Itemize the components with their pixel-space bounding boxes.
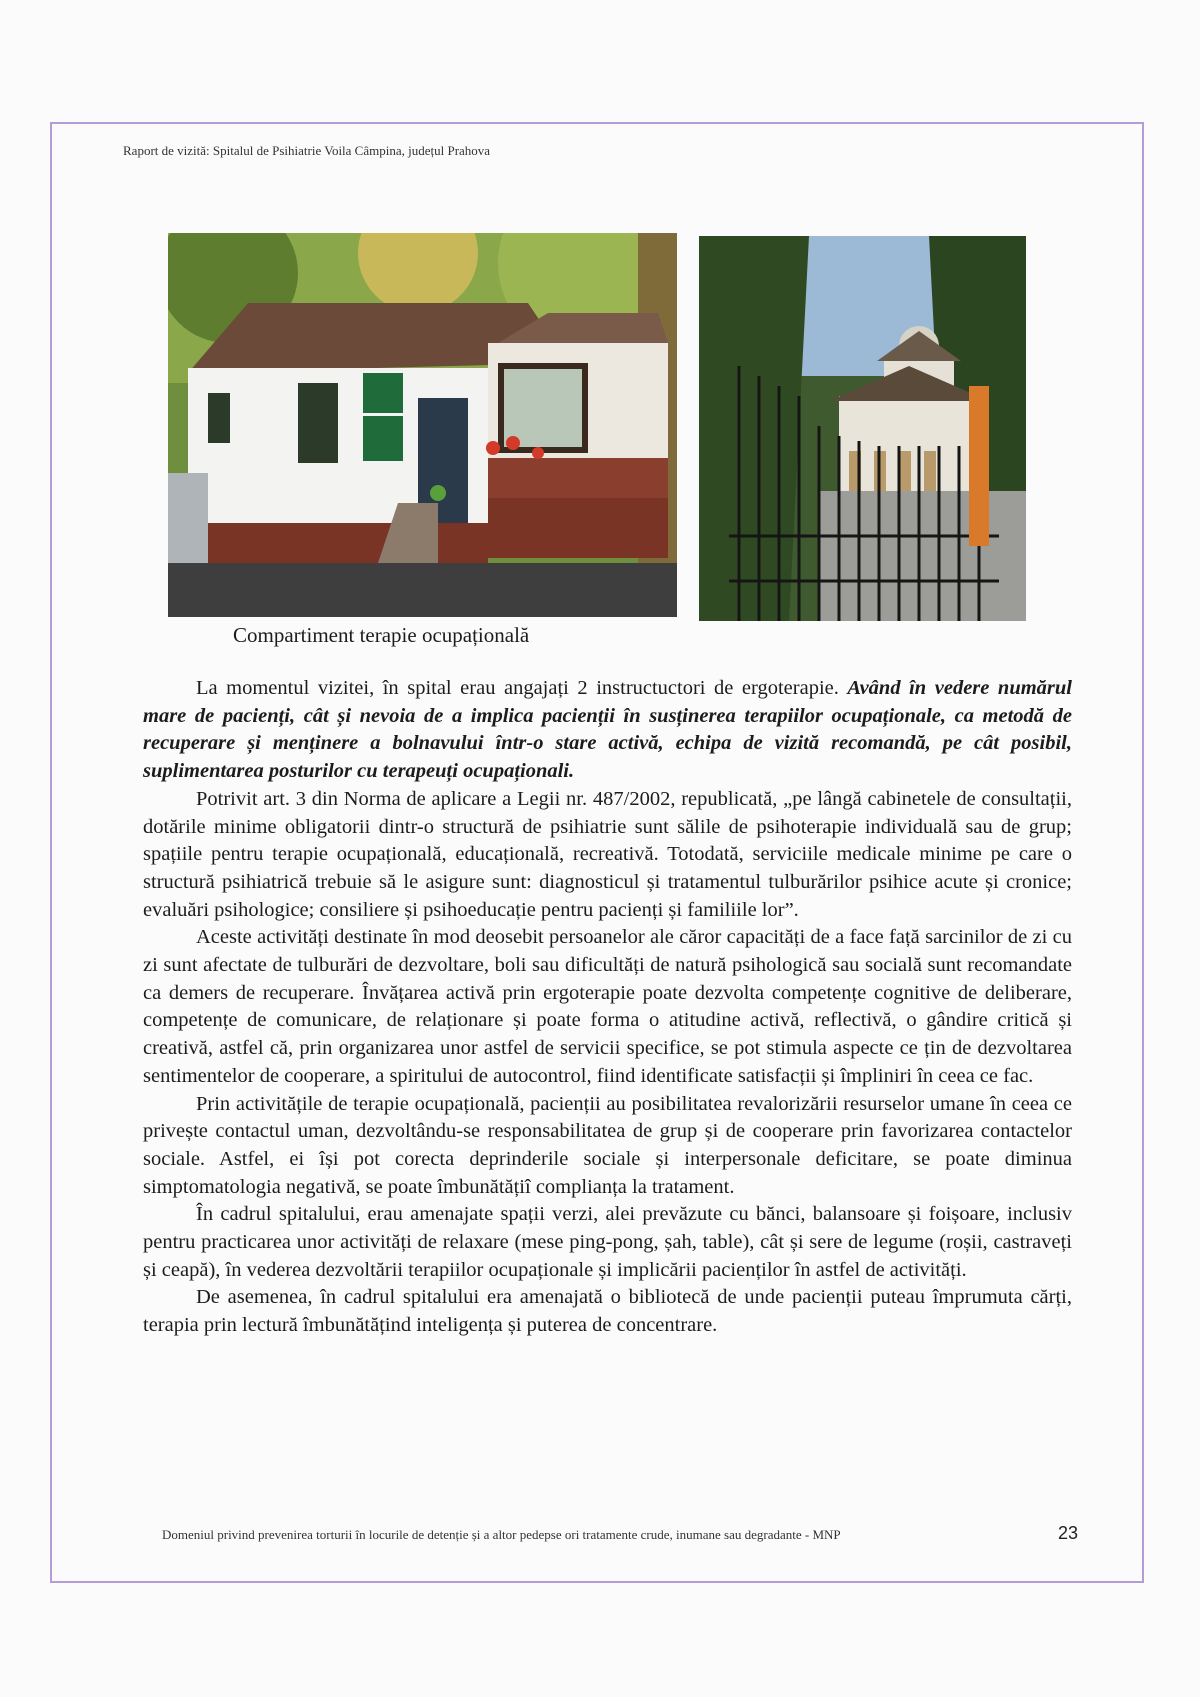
paragraph-green-spaces: În cadrul spitalului, erau amenajate spații verzi, alei prevăzute cu bănci, balansoare și foișoare, inclusiv pentru practicarea unor activități de relaxare (mese ping-pong, șah, table), cât și sere de legume (roșii, castraveți și ceapă), în vederea dezvoltării terapiilor ocupaționale și implicării pacienților în astfel de activități. [143, 1203, 1072, 1281]
photo-caption: Compartiment terapie ocupațională [233, 623, 530, 647]
running-header: Raport de vizită: Spitalul de Psihiatrie Voila Câmpina, județul Prahova [123, 143, 491, 158]
paragraph-therapy-benefits: Prin activitățile de terapie ocupațională, pacienții au posibilitatea revalorizării resurselor umane în ceea ce privește contactul uman, dezvoltându-se responsabilitatea de grup și de cooperare prin favorizarea contactelor sociale. Astfel, ei își pot corecta deprinderile sociale și interpersonale deficitare, se poate diminua simptomatologia negativă, se poate îmbunătățiî complianța la tratament. [143, 1092, 1072, 1198]
paragraph-recommendation [143, 675, 1072, 786]
page-number: 23 [1058, 1523, 1079, 1543]
running-footer: Domeniul privind prevenirea torturii în locurile de detenție și a altor pedepse ori tratamente crude, inumane sau degradante - MNP [162, 1527, 841, 1542]
body-text [143, 675, 1072, 1340]
photo-chapel-gate [699, 236, 1026, 621]
photo-therapy-building [168, 233, 677, 617]
paragraph-legal-norm: Potrivit art. 3 din Norma de aplicare a Legii nr. 487/2002, republicată, „pe lângă cabinetele de consultații, dotările minime obligatorii dintr-o structură de psihiatrie sunt sălile de psihoterapie individuală sau de grup; spațiile pentru terapie ocupațională, educațională, recreativă. Totodată, serviciile medicale minime pe care o structură psihiatrică trebuie să le asigure sunt: diagnosticul și tratamentul tulburărilor psihice acute și cronice; evaluări psihologice; consiliere și psihoeducație pentru pacienți și familiile lor”. [143, 787, 1072, 921]
paragraph-intro: La momentul vizitei, în spital erau angajați 2 instructuctori de ergoterapie. [196, 677, 848, 699]
paragraph-library: De asemenea, în cadrul spitalului era amenajată o bibliotecă de unde pacienții puteau împrumuta cărți, terapia prin lectură îmbunătățind inteligența și puterea de concentrare. [143, 1286, 1072, 1337]
paragraph-activities: Aceste activități destinate în mod deosebit persoanelor ale căror capacități de a face față sarcinilor de zi cu zi sunt afectate de tulburări de dezvoltare, boli sau dificultăți de natură psihologică sau socială sunt recomandate ca demers de recuperare. Învățarea activă prin ergoterapie poate dezvolta competențe cognitive de deliberare, competențe de comunicare, de relaționare și poate forma o atitudine activă, reflectivă, o gândire critică și creativă, astfel că, prin organizarea unor astfel de servicii specifice, se pot stimula aspecte ce țin de dezvoltarea sentimentelor de cooperare, a spiritului de autocontrol, fiind identificate satisfacții și împliniri în ceea ce fac. [143, 926, 1072, 1087]
recommendation-emphasis: Având în vedere numărul mare de pacienți, cât și nevoia de a implica pacienții în susținerea terapiilor ocupaționale, ca metodă de recuperare și menținere a bolnavului într-o stare activă, echipa de vizită recomandă, pe cât posibil, suplimentarea posturilor cu terapeuți ocupaționali. [143, 677, 1072, 783]
